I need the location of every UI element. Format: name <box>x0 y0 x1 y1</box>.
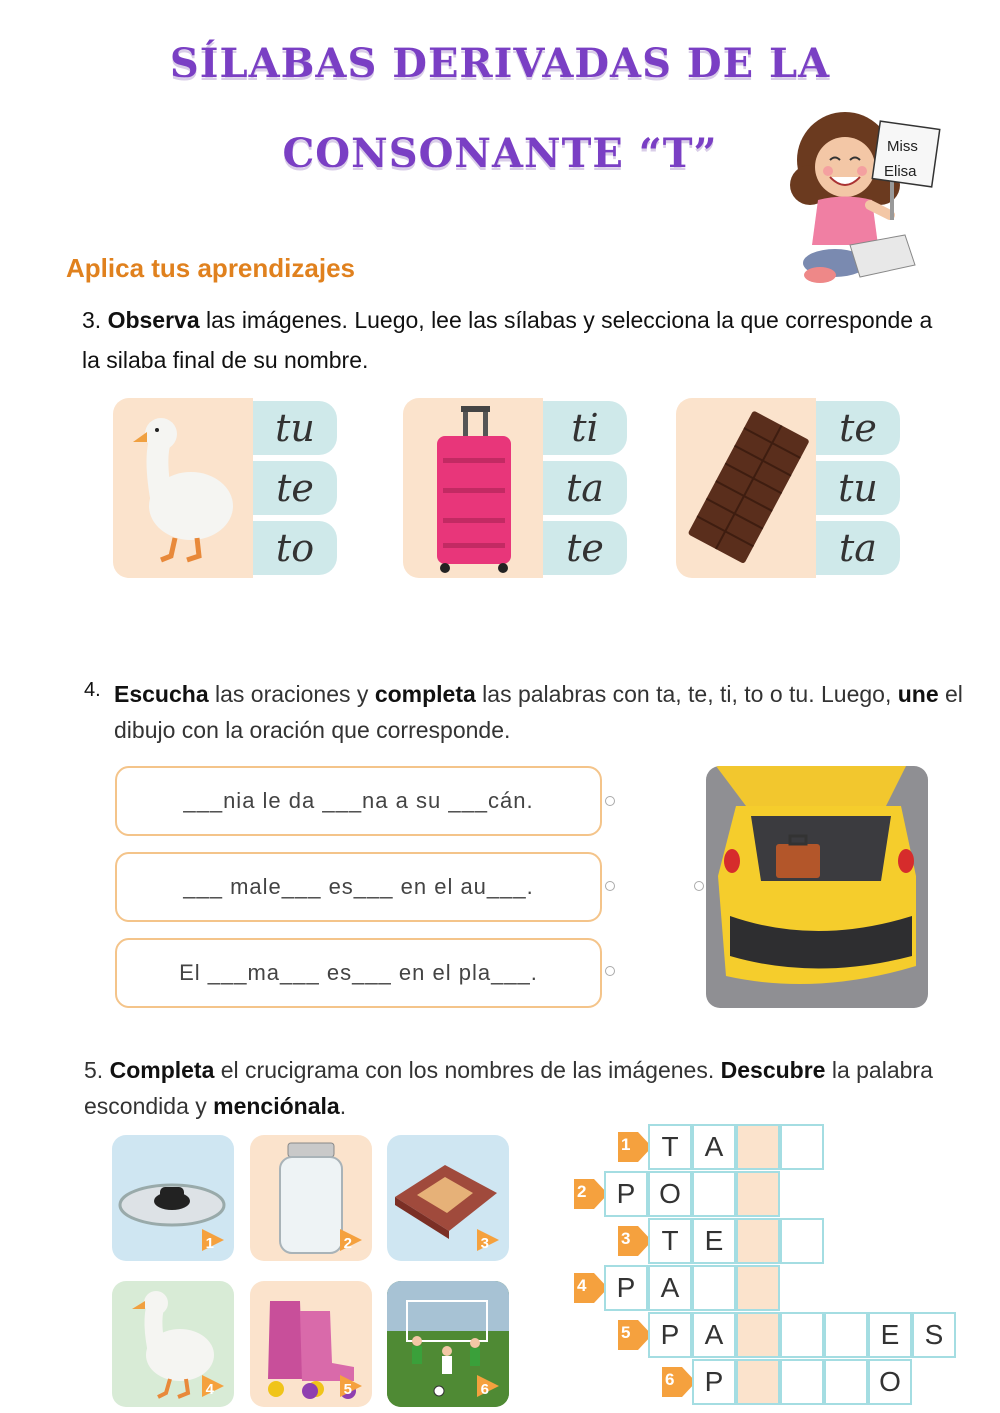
crossword-number-1: 1 <box>618 1132 652 1162</box>
q5-text-3: . <box>339 1093 347 1119</box>
q3-text: las imágenes. Luego, lee las sílabas y selecciona la que corresponde a la silaba final de su nombre. <box>82 307 933 373</box>
image-number: 5 <box>343 1381 352 1398</box>
match-dot[interactable] <box>694 881 704 891</box>
question-4 <box>84 676 964 748</box>
crossword-cell[interactable] <box>824 1359 868 1405</box>
q4-number: 4. <box>84 679 101 701</box>
image-pot-lid <box>112 1135 234 1261</box>
crossword-number-3: 3 <box>618 1226 652 1256</box>
syllable-option[interactable]: to <box>253 521 337 575</box>
crossword-cell-hidden-word[interactable] <box>736 1171 780 1217</box>
q3-number: 3. <box>82 307 102 333</box>
syllable-option[interactable]: ti <box>543 401 627 455</box>
q5-bold-1: Completa <box>109 1057 215 1083</box>
q5-number: 5. <box>84 1057 104 1083</box>
girl-holding-sign-icon <box>790 105 960 290</box>
crossword-cell[interactable]: P <box>648 1312 692 1358</box>
crossword-cell[interactable]: T <box>648 1124 692 1170</box>
match-dot[interactable] <box>605 966 615 976</box>
question-5 <box>84 1052 964 1124</box>
crossword-cell[interactable] <box>780 1124 824 1170</box>
sentence-3[interactable]: El ___ma___ es___ en el pla___. <box>115 938 602 1008</box>
title-line-2: CONSONANTE “T” <box>282 130 718 177</box>
crossword-cell[interactable] <box>824 1312 868 1358</box>
car-trunk-picture <box>706 766 928 1008</box>
q5-bold-3: menciónala <box>213 1093 340 1119</box>
suitcase-icon <box>403 398 543 578</box>
sign-text-line-1: Miss <box>887 138 918 155</box>
crossword-cell[interactable]: A <box>692 1312 736 1358</box>
crossword-cell[interactable] <box>780 1312 824 1358</box>
crossword-cell-hidden-word[interactable] <box>736 1124 780 1170</box>
q4-text-2: las palabras con ta, te, ti, to o tu. Luego, <box>475 681 898 707</box>
crossword-cell[interactable] <box>692 1171 736 1217</box>
image-blanket <box>387 1135 509 1261</box>
crossword-cell-hidden-word[interactable] <box>736 1359 780 1405</box>
syllable-option[interactable]: ta <box>543 461 627 515</box>
crossword-cell[interactable]: O <box>648 1171 692 1217</box>
card-picture <box>403 398 543 578</box>
sign-text-line-2: Elisa <box>884 163 917 180</box>
q4-text-3: el dibujo con la oración que corresponde. <box>114 681 963 743</box>
crossword-cell[interactable]: P <box>692 1359 736 1405</box>
image-duck <box>112 1281 234 1407</box>
crossword-cell[interactable]: T <box>648 1218 692 1264</box>
match-dot[interactable] <box>605 881 615 891</box>
crossword-cell[interactable]: P <box>604 1171 648 1217</box>
syllable-option[interactable]: te <box>816 401 900 455</box>
image-number: 1 <box>205 1235 214 1252</box>
image-soccer-players <box>387 1281 509 1407</box>
sentence-2[interactable]: ___ male___ es___ en el au___. <box>115 852 602 922</box>
title-line-1: SÍLABAS DERIVADAS DE LA <box>169 40 831 87</box>
q5-bold-2: Descubre <box>720 1057 826 1083</box>
crossword-number-2: 2 <box>574 1179 608 1209</box>
syllable-option[interactable]: ta <box>816 521 900 575</box>
syllable-option[interactable]: tu <box>253 401 337 455</box>
q4-bold-1: Escucha <box>114 681 209 707</box>
image-number: 3 <box>480 1235 489 1252</box>
crossword-cell-hidden-word[interactable] <box>736 1312 780 1358</box>
image-number: 2 <box>343 1235 352 1252</box>
syllable-option[interactable]: tu <box>816 461 900 515</box>
q3-bold-word: Observa <box>107 307 200 333</box>
chocolate-bar-icon <box>676 398 816 578</box>
syllable-option[interactable]: te <box>543 521 627 575</box>
crossword-cell[interactable] <box>692 1265 736 1311</box>
match-dot[interactable] <box>605 796 615 806</box>
q5-text-2: la palabra escondida y <box>84 1057 933 1119</box>
image-number: 4 <box>205 1381 214 1398</box>
q4-text-1: las oraciones y <box>208 681 375 707</box>
crossword-cell-hidden-word[interactable] <box>736 1218 780 1264</box>
crossword-cell[interactable]: O <box>868 1359 912 1405</box>
q4-bold-3: une <box>897 681 939 707</box>
car-with-suitcase-icon <box>706 766 928 1008</box>
crossword-number-5: 5 <box>618 1320 652 1350</box>
crossword-cell[interactable]: A <box>692 1124 736 1170</box>
question-3 <box>82 300 942 380</box>
image-number: 6 <box>480 1381 489 1398</box>
section-heading: Aplica tus aprendizajes <box>66 253 355 283</box>
q4-bold-2: completa <box>374 681 476 707</box>
syllable-option[interactable]: te <box>253 461 337 515</box>
crossword-number-4: 4 <box>574 1273 608 1303</box>
teacher-illustration <box>790 105 960 290</box>
crossword-cell-hidden-word[interactable] <box>736 1265 780 1311</box>
card-picture <box>676 398 816 578</box>
q5-text-1: el crucigrama con los nombres de las imágenes. <box>214 1057 721 1083</box>
duck-icon <box>113 398 253 578</box>
sentence-1[interactable]: ___nia le da ___na a su ___cán. <box>115 766 602 836</box>
crossword-number-6: 6 <box>662 1367 696 1397</box>
crossword-cell[interactable]: E <box>692 1218 736 1264</box>
crossword-cell[interactable]: E <box>868 1312 912 1358</box>
image-roller-skates <box>250 1281 372 1407</box>
crossword-cell[interactable]: S <box>912 1312 956 1358</box>
crossword-cell[interactable]: A <box>648 1265 692 1311</box>
card-picture <box>113 398 253 578</box>
crossword-cell[interactable]: P <box>604 1265 648 1311</box>
crossword-cell[interactable] <box>780 1359 824 1405</box>
crossword-cell[interactable] <box>780 1218 824 1264</box>
image-glass-jar <box>250 1135 372 1261</box>
